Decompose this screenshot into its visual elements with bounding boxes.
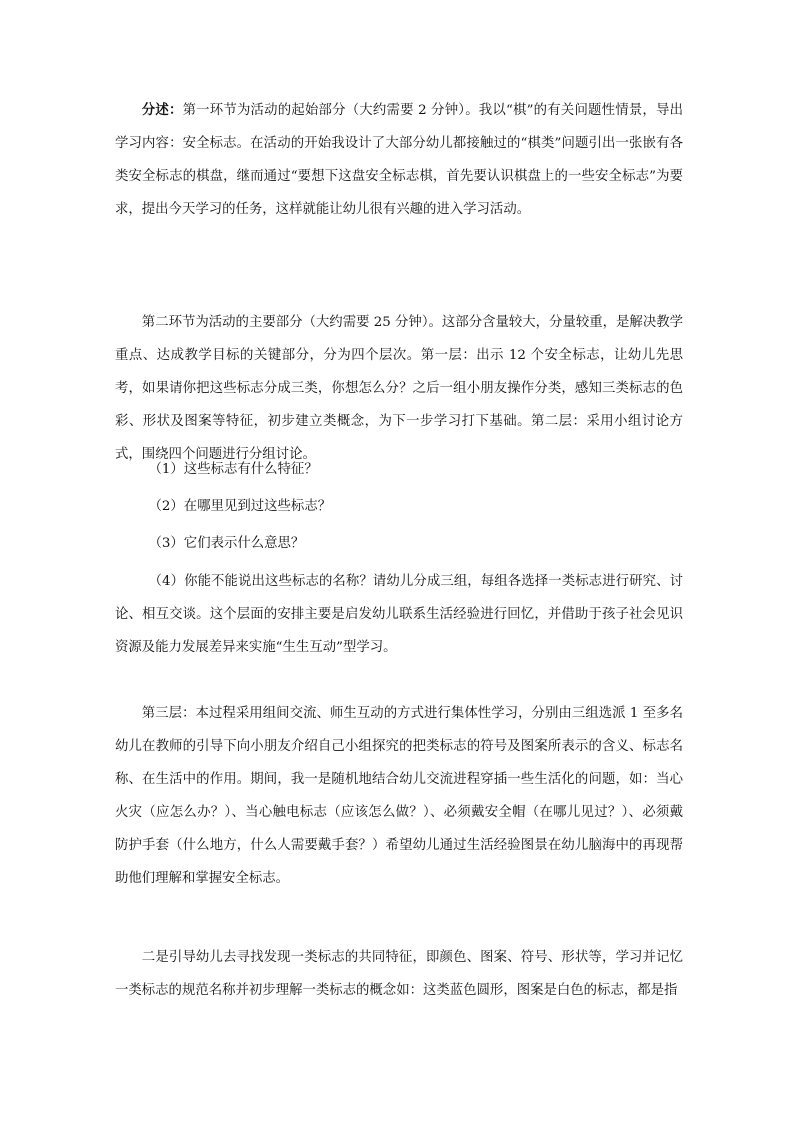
question-item-3: （3）它们表示什么意思？: [148, 536, 305, 551]
paragraph-overview: [115, 94, 683, 226]
paragraph-second-stage: 第二环节为活动的主要部分（大约需要 25 分钟）。这部分含量较大，分量较重，是解决教学重点、达成教学目标的关键部分，分为四个层次。第一层：出示 12 个安全标志，让幼儿先思考，如果请你把这些标志分成三类，你想怎么分？之后一组小朋友操作分类，感知三类标志的色彩、形状及图案等特征，初步建立类概念，为下一步学习打下基础。第二层：采用小组讨论方式，围绕四个问题进行分组讨论。: [115, 315, 683, 462]
question-item-2: （2）在哪里见到过这些标志？: [148, 499, 332, 514]
paragraph-third-layer: 第三层：本过程采用组间交流、师生互动的方式进行集体性学习，分别由三组选派 1 至多名幼儿在教师的引导下向小朋友介绍自己小组探究的把类标志的符号及图案所表示的含义、标志名称、在生活中的作用。期间，我一是随机地结合幼儿交流进程穿插一些生活化的问题，如：当心火灾（应怎么办？）、当心触电标志（应该怎么做？）、必须戴安全帽（在哪儿见过？）、必须戴防护手套（什么地方，什么人需要戴手套？）希望幼儿通过生活经验图景在幼儿脑海中的再现帮助他们理解和掌握安全标志。: [115, 706, 683, 886]
overview-lead: 分述：: [141, 102, 183, 118]
document-page: [115, 0, 683, 1122]
paragraph-common-features: 二是引导幼儿去寻找发现一类标志的共同特征，即颜色、图案、符号、形状等，学习并记忆一类标志的规范名称并初步理解一类标志的概念如：这类蓝色圆形，图案是白色的标志，都是指: [115, 950, 683, 998]
question-item-1: （1）这些标志有什么特征？: [148, 462, 318, 477]
question-item-4: （4）你能不能说出这些标志的名称？请幼儿分成三组，每组各选择一类标志进行研究、讨论、相互交谈。这个层面的安排主要是启发幼儿联系生活经验进行回忆，并借助于孩子社会见识资源及能力发展差异来实施“生生互动”型学习。: [115, 574, 683, 655]
overview-text: 第一环节为活动的起始部分（大约需要 2 分钟）。我以“棋”的有关问题性情景，导出学习内容：安全标志。在活动的开始我设计了大部分幼儿都接触过的“棋类”问题引出一张嵌有各类安全标志的棋盘，继而通过“要想下这盘安全标志棋，首先要认识棋盘上的一些安全标志”为要求，提出今天学习的任务，这样就能让幼儿很有兴趣的进入学习活动。: [115, 103, 683, 217]
